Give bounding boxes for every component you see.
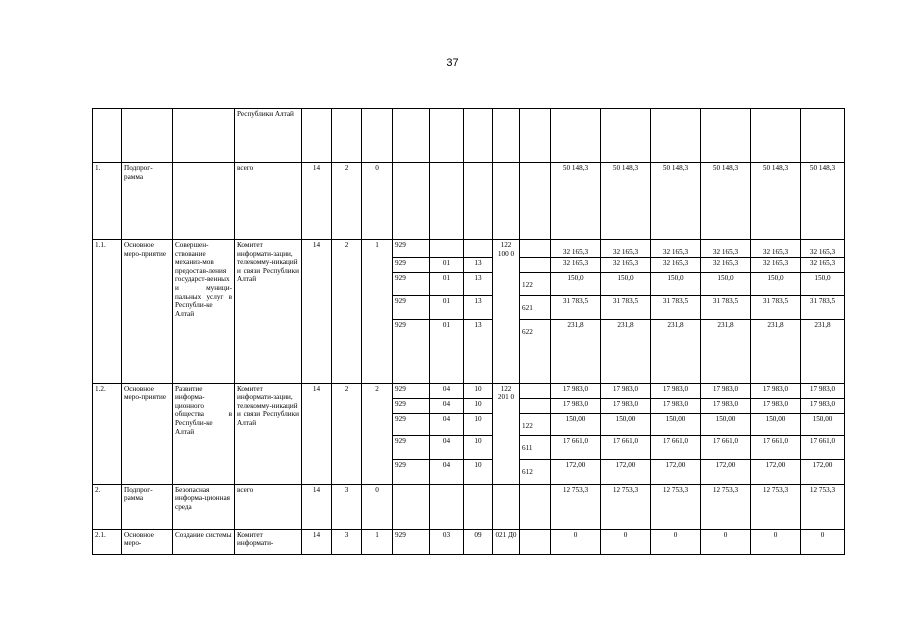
- vr-cell: [520, 240, 551, 258]
- measure-name: Развитие информа-ционного общества в Республи-ке Алтай: [173, 383, 235, 484]
- value-cell: 32 165,3: [801, 257, 845, 272]
- value-cell: 150,00: [751, 413, 801, 435]
- value-cell: 17 983,0: [601, 398, 651, 413]
- value-cell: 50 148,3: [751, 163, 801, 240]
- value-cell: 32 165,3: [701, 240, 751, 258]
- value-cell: 150,0: [651, 272, 701, 295]
- value-cell: 17 661,0: [601, 435, 651, 459]
- value-cell: 32 165,3: [551, 240, 601, 258]
- vr-cell: [520, 398, 551, 413]
- executor-cell: Комитет информати-зации, телекомму-никаций и связи Республики Алтай: [235, 240, 302, 384]
- grbs-cell: 929: [393, 413, 430, 435]
- value-cell: 32 165,3: [701, 257, 751, 272]
- executor-cell: всего: [235, 163, 302, 240]
- value-cell: 17 983,0: [701, 383, 751, 398]
- value-cell: 150,0: [751, 272, 801, 295]
- value-cell: 172,00: [751, 459, 801, 484]
- value-cell: 0: [751, 529, 801, 554]
- value-cell: 17 983,0: [651, 398, 701, 413]
- value-cell: 231,8: [601, 319, 651, 383]
- grbs-cell: 929: [393, 529, 430, 554]
- value-cell: 17 983,0: [801, 398, 845, 413]
- code-cell: 3: [332, 529, 362, 554]
- measure-name: Создание системы: [173, 529, 235, 554]
- row-type: Основное меро-приятие: [122, 383, 173, 484]
- row-number: 2.1.: [93, 529, 122, 554]
- table-row-2-1: [93, 529, 845, 554]
- value-cell: 0: [601, 529, 651, 554]
- row-type: Основное меро-: [122, 529, 173, 554]
- value-cell: 17 661,0: [801, 435, 845, 459]
- code-cell: 1: [362, 240, 393, 384]
- grbs-cell: 929: [393, 319, 430, 383]
- pr-cell: 10: [464, 435, 493, 459]
- table-row-1: [93, 163, 845, 240]
- value-cell: 32 165,3: [751, 240, 801, 258]
- value-cell: 172,00: [801, 459, 845, 484]
- value-cell: 32 165,3: [801, 240, 845, 258]
- value-cell: 32 165,3: [651, 257, 701, 272]
- vr-cell: [520, 383, 551, 398]
- rz-cell: 04: [430, 398, 464, 413]
- value-cell: 231,8: [751, 319, 801, 383]
- vr-cell: 122: [520, 413, 551, 435]
- rz-cell: 04: [430, 383, 464, 398]
- code-cell: 14: [302, 240, 332, 384]
- csr-cell: 021 Д0: [493, 529, 520, 554]
- value-cell: 31 783,5: [701, 295, 751, 319]
- value-cell: 172,00: [701, 459, 751, 484]
- value-cell: 17 983,0: [551, 383, 601, 398]
- vr-cell: [520, 257, 551, 272]
- executor-cell: всего: [235, 484, 302, 529]
- value-cell: 50 148,3: [551, 163, 601, 240]
- value-cell: 231,8: [551, 319, 601, 383]
- page-number: 37: [446, 57, 459, 69]
- csr-cell: 122 100 0: [493, 240, 520, 384]
- table-row-1-1: [93, 240, 845, 258]
- executor-cell: Комитет информати-зации, телекомму-никаций и связи Республики Алтай: [235, 383, 302, 484]
- value-cell: 12 753,3: [801, 484, 845, 529]
- code-cell: 1: [362, 529, 393, 554]
- code-cell: 2: [332, 240, 362, 384]
- value-cell: 17 983,0: [801, 383, 845, 398]
- csr-cell: 122 201 0: [493, 383, 520, 484]
- value-cell: 150,00: [801, 413, 845, 435]
- grbs-cell: 929: [393, 435, 430, 459]
- rz-cell: 04: [430, 459, 464, 484]
- row-number: 1.2.: [93, 383, 122, 484]
- row-type: Подпрог-рамма: [122, 484, 173, 529]
- table-row-continuation: [93, 109, 845, 163]
- value-cell: 17 661,0: [551, 435, 601, 459]
- row-number: 1.: [93, 163, 122, 240]
- table-row-1-2: [93, 383, 845, 398]
- value-cell: 32 165,3: [751, 257, 801, 272]
- value-cell: 17 983,0: [651, 383, 701, 398]
- value-cell: 17 983,0: [701, 398, 751, 413]
- code-cell: 14: [302, 383, 332, 484]
- value-cell: 32 165,3: [601, 240, 651, 258]
- value-cell: 32 165,3: [601, 257, 651, 272]
- value-cell: 50 148,3: [701, 163, 751, 240]
- value-cell: 31 783,5: [801, 295, 845, 319]
- value-cell: 172,00: [651, 459, 701, 484]
- value-cell: 0: [801, 529, 845, 554]
- pr-cell: [464, 240, 493, 258]
- value-cell: 12 753,3: [601, 484, 651, 529]
- value-cell: 150,0: [551, 272, 601, 295]
- vr-cell: 122: [520, 272, 551, 295]
- value-cell: 150,00: [601, 413, 651, 435]
- value-cell: 32 165,3: [551, 257, 601, 272]
- value-cell: 32 165,3: [651, 240, 701, 258]
- executor-cell: Республики Алтай: [235, 109, 302, 163]
- value-cell: 12 753,3: [551, 484, 601, 529]
- budget-table: [92, 108, 845, 555]
- code-cell: 14: [302, 529, 332, 554]
- value-cell: 31 783,5: [551, 295, 601, 319]
- code-cell: 2: [332, 383, 362, 484]
- value-cell: 50 148,3: [601, 163, 651, 240]
- value-cell: 12 753,3: [651, 484, 701, 529]
- pr-cell: 13: [464, 295, 493, 319]
- value-cell: 150,00: [651, 413, 701, 435]
- rz-cell: 01: [430, 295, 464, 319]
- value-cell: 17 661,0: [651, 435, 701, 459]
- grbs-cell: 929: [393, 257, 430, 272]
- value-cell: 50 148,3: [651, 163, 701, 240]
- value-cell: 17 661,0: [751, 435, 801, 459]
- executor-cell: Комитет информати-: [235, 529, 302, 554]
- code-cell: 2: [362, 383, 393, 484]
- value-cell: 31 783,5: [751, 295, 801, 319]
- pr-cell: 10: [464, 413, 493, 435]
- rz-cell: [430, 240, 464, 258]
- pr-cell: 10: [464, 459, 493, 484]
- value-cell: 172,00: [601, 459, 651, 484]
- code-cell: 3: [332, 484, 362, 529]
- row-number: 2.: [93, 484, 122, 529]
- value-cell: 12 753,3: [751, 484, 801, 529]
- vr-cell: 612: [520, 459, 551, 484]
- value-cell: 31 783,5: [601, 295, 651, 319]
- pr-cell: 13: [464, 257, 493, 272]
- row-type: Основное меро-приятие: [122, 240, 173, 384]
- value-cell: 0: [551, 529, 601, 554]
- value-cell: 172,00: [551, 459, 601, 484]
- grbs-cell: 929: [393, 240, 430, 258]
- grbs-cell: 929: [393, 272, 430, 295]
- vr-cell: 611: [520, 435, 551, 459]
- value-cell: 150,00: [701, 413, 751, 435]
- value-cell: 231,8: [801, 319, 845, 383]
- rz-cell: 01: [430, 319, 464, 383]
- rz-cell: 04: [430, 435, 464, 459]
- rz-cell: 01: [430, 272, 464, 295]
- grbs-cell: 929: [393, 295, 430, 319]
- vr-cell: 622: [520, 319, 551, 383]
- pr-cell: 09: [464, 529, 493, 554]
- pr-cell: 10: [464, 383, 493, 398]
- value-cell: 150,0: [801, 272, 845, 295]
- code-cell: 2: [332, 163, 362, 240]
- value-cell: 17 661,0: [701, 435, 751, 459]
- table-row-2: [93, 484, 845, 529]
- value-cell: 17 983,0: [601, 383, 651, 398]
- value-cell: 231,8: [701, 319, 751, 383]
- rz-cell: 03: [430, 529, 464, 554]
- code-cell: 0: [362, 484, 393, 529]
- pr-cell: 13: [464, 319, 493, 383]
- value-cell: 31 783,5: [651, 295, 701, 319]
- pr-cell: 13: [464, 272, 493, 295]
- code-cell: 14: [302, 484, 332, 529]
- value-cell: 17 983,0: [751, 398, 801, 413]
- value-cell: 0: [651, 529, 701, 554]
- value-cell: 17 983,0: [551, 398, 601, 413]
- rz-cell: 01: [430, 257, 464, 272]
- value-cell: 50 148,3: [801, 163, 845, 240]
- row-number: 1.1.: [93, 240, 122, 384]
- pr-cell: 10: [464, 398, 493, 413]
- grbs-cell: 929: [393, 398, 430, 413]
- grbs-cell: 929: [393, 459, 430, 484]
- value-cell: 12 753,3: [701, 484, 751, 529]
- value-cell: 150,00: [551, 413, 601, 435]
- value-cell: 0: [701, 529, 751, 554]
- code-cell: 14: [302, 163, 332, 240]
- row-type: Подпрог-рамма: [122, 163, 173, 240]
- value-cell: 231,8: [651, 319, 701, 383]
- value-cell: 150,0: [701, 272, 751, 295]
- measure-name: Совершен-ствование механиз-мов предостав-ления государст-венных и муници-пальных услуг в Республи-ке Алтай: [173, 240, 235, 384]
- rz-cell: 04: [430, 413, 464, 435]
- code-cell: 0: [362, 163, 393, 240]
- grbs-cell: 929: [393, 383, 430, 398]
- value-cell: 150,0: [601, 272, 651, 295]
- value-cell: 17 983,0: [751, 383, 801, 398]
- measure-name: Безопасная информа-ционная среда: [173, 484, 235, 529]
- vr-cell: 621: [520, 295, 551, 319]
